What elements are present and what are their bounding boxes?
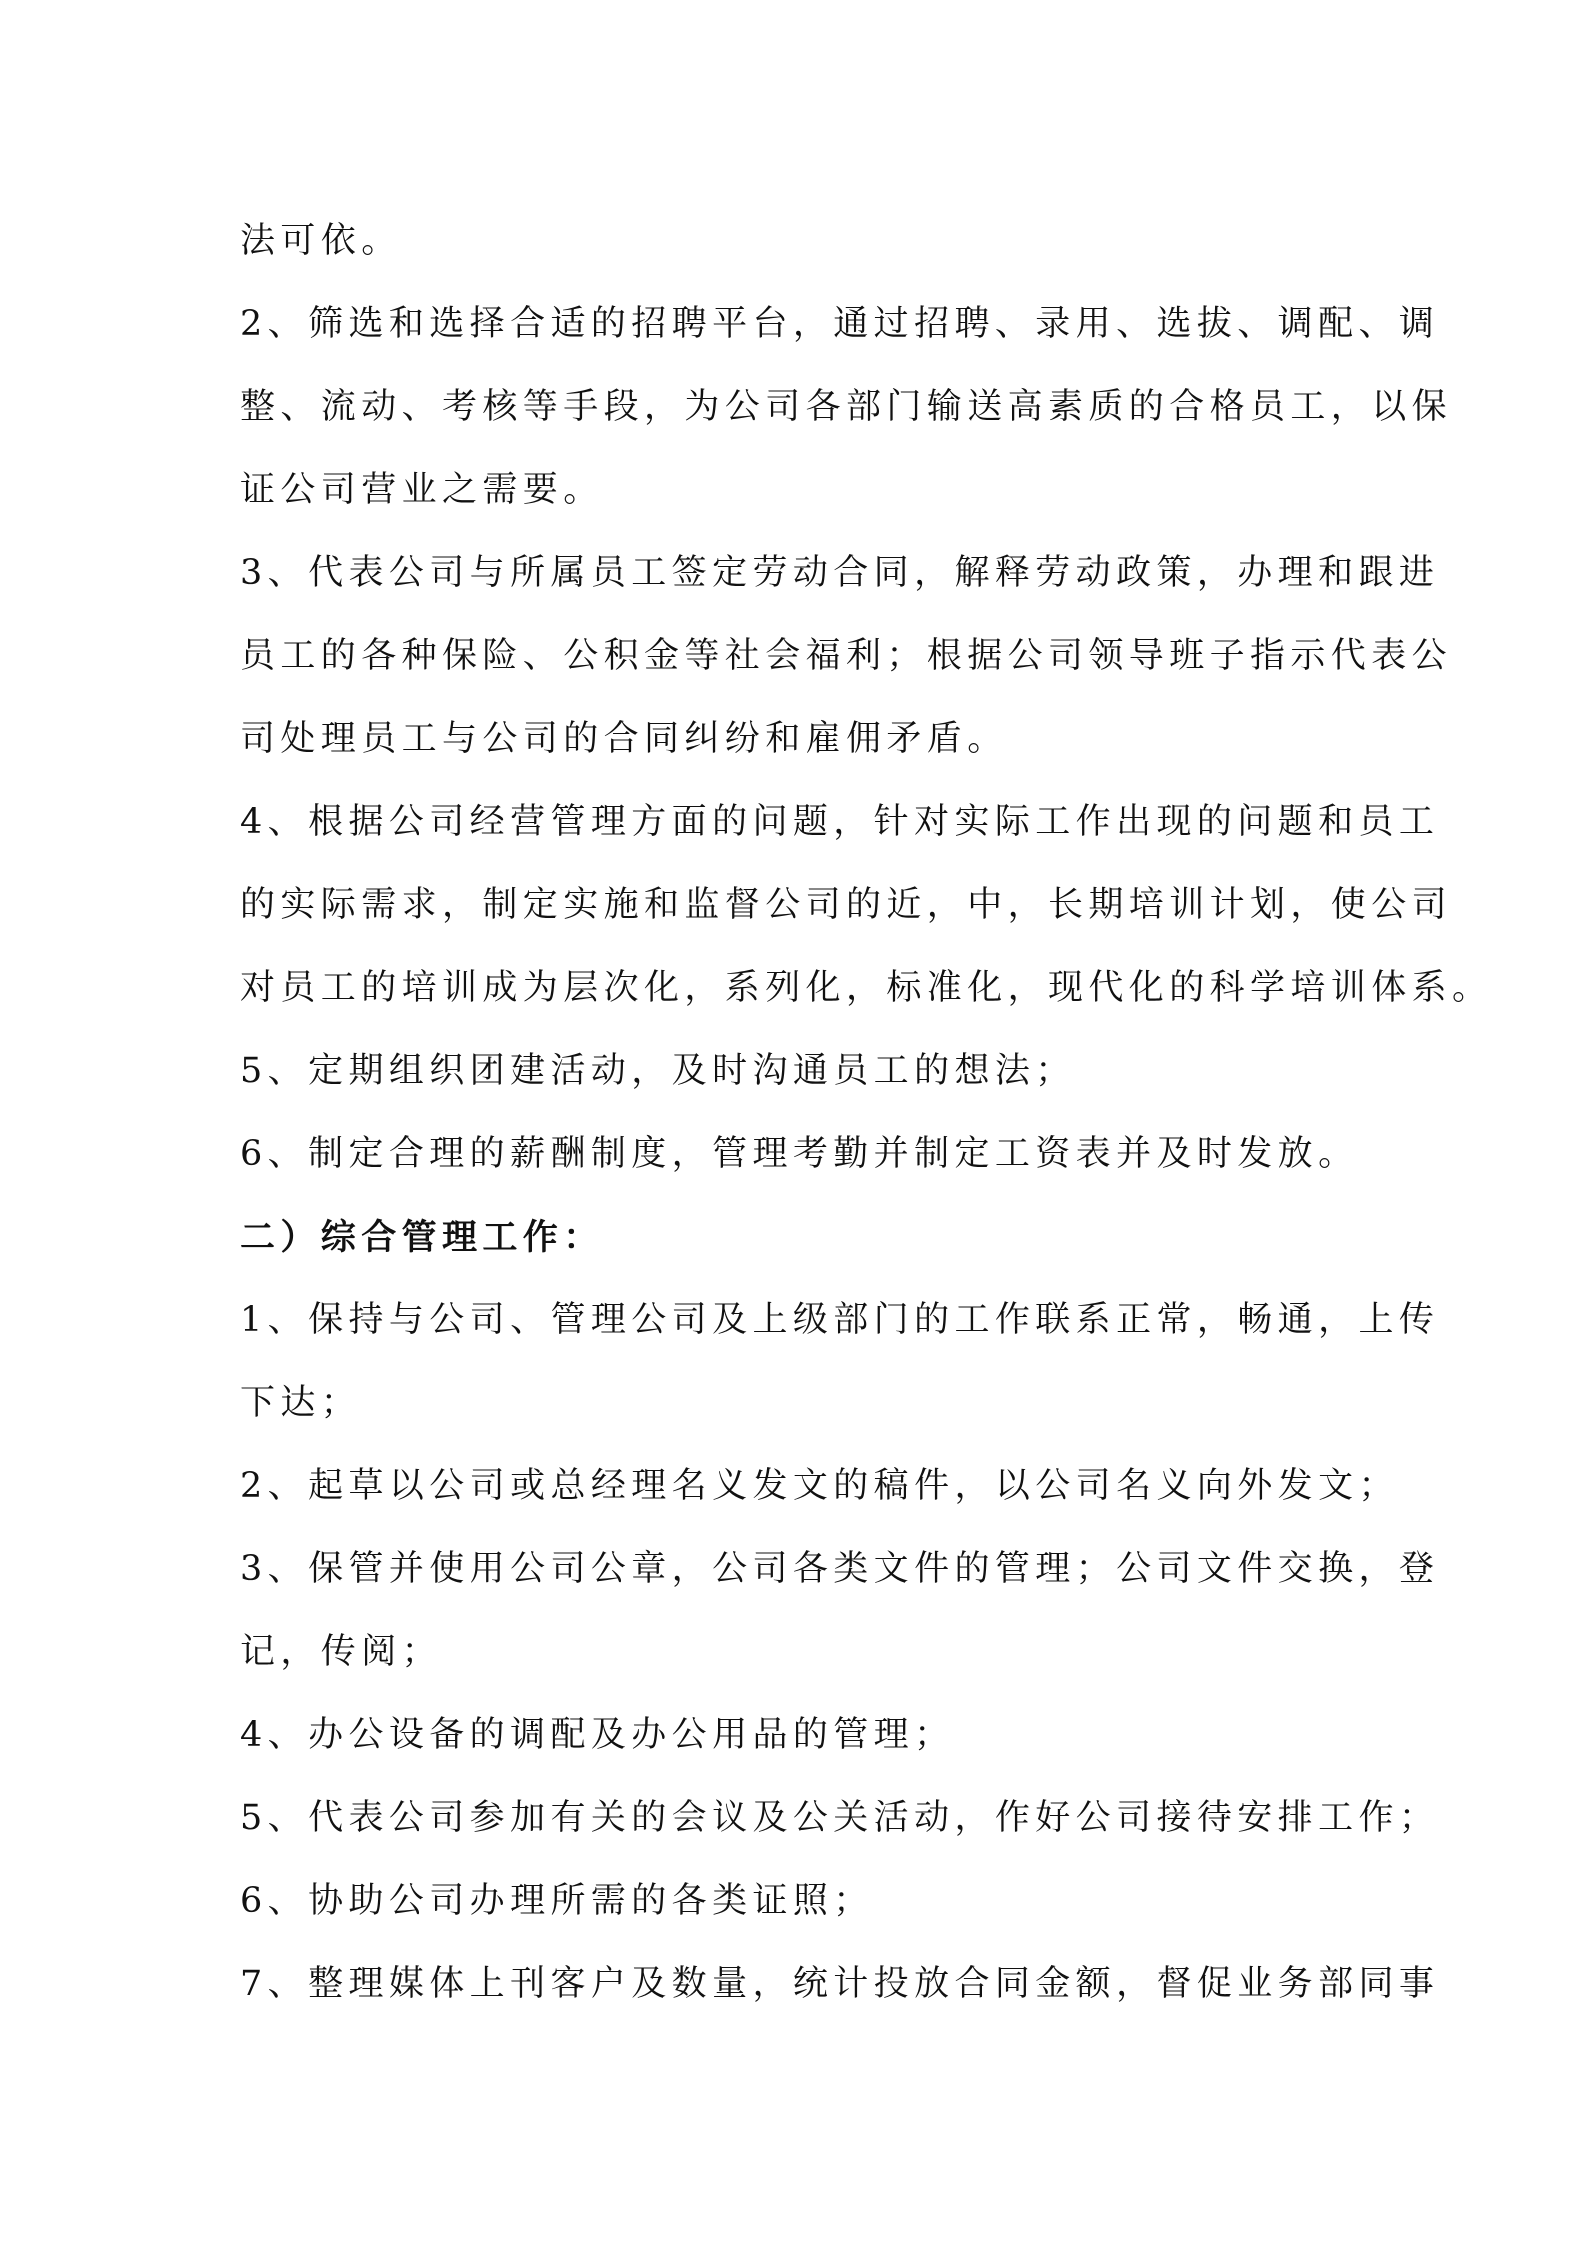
text-line: 2、起草以公司或总经理名义发文的稿件，以公司名义向外发文； [240, 1466, 1399, 1506]
text-line: 7、整理媒体上刊客户及数量，统计投放合同金额，督促业务部同事 [240, 1964, 1440, 2004]
text-line: 记，传阅； [240, 1632, 443, 1672]
document-body [240, 200, 1493, 2026]
text-line: 2、筛选和选择合适的招聘平台，通过招聘、录用、选拔、调配、调 [240, 304, 1440, 344]
text-line: 4、根据公司经营管理方面的问题，针对实际工作出现的问题和员工 [240, 802, 1440, 842]
text-line: 3、保管并使用公司公章，公司各类文件的管理；公司文件交换，登 [240, 1549, 1440, 1589]
text-line: 5、定期组织团建活动，及时沟通员工的想法； [240, 1051, 1076, 1091]
text-line: 法可依。 [240, 221, 402, 261]
text-line: 4、办公设备的调配及办公用品的管理； [240, 1715, 955, 1755]
text-line: 整、流动、考核等手段，为公司各部门输送高素质的合格员工，以保 [240, 387, 1453, 427]
section-heading: 二）综合管理工作： [240, 1217, 604, 1258]
text-line: 6、协助公司办理所需的各类证照； [240, 1881, 874, 1921]
text-line: 证公司营业之需要。 [240, 470, 604, 510]
text-line: 1、保持与公司、管理公司及上级部门的工作联系正常，畅通，上传 [240, 1300, 1440, 1340]
text-line: 的实际需求，制定实施和监督公司的近，中，长期培训计划，使公司 [240, 885, 1453, 925]
text-line: 司处理员工与公司的合同纠纷和雇佣矛盾。 [240, 719, 1008, 759]
text-line: 6、制定合理的薪酬制度，管理考勤并制定工资表并及时发放。 [240, 1134, 1359, 1174]
text-line: 对员工的培训成为层次化，系列化，标准化，现代化的科学培训体系。 [240, 968, 1493, 1008]
text-line: 3、代表公司与所属员工签定劳动合同，解释劳动政策，办理和跟进 [240, 553, 1440, 593]
text-line: 5、代表公司参加有关的会议及公关活动，作好公司接待安排工作； [240, 1798, 1440, 1838]
text-line: 下达； [240, 1383, 362, 1423]
text-line: 员工的各种保险、公积金等社会福利；根据公司领导班子指示代表公 [240, 636, 1453, 676]
